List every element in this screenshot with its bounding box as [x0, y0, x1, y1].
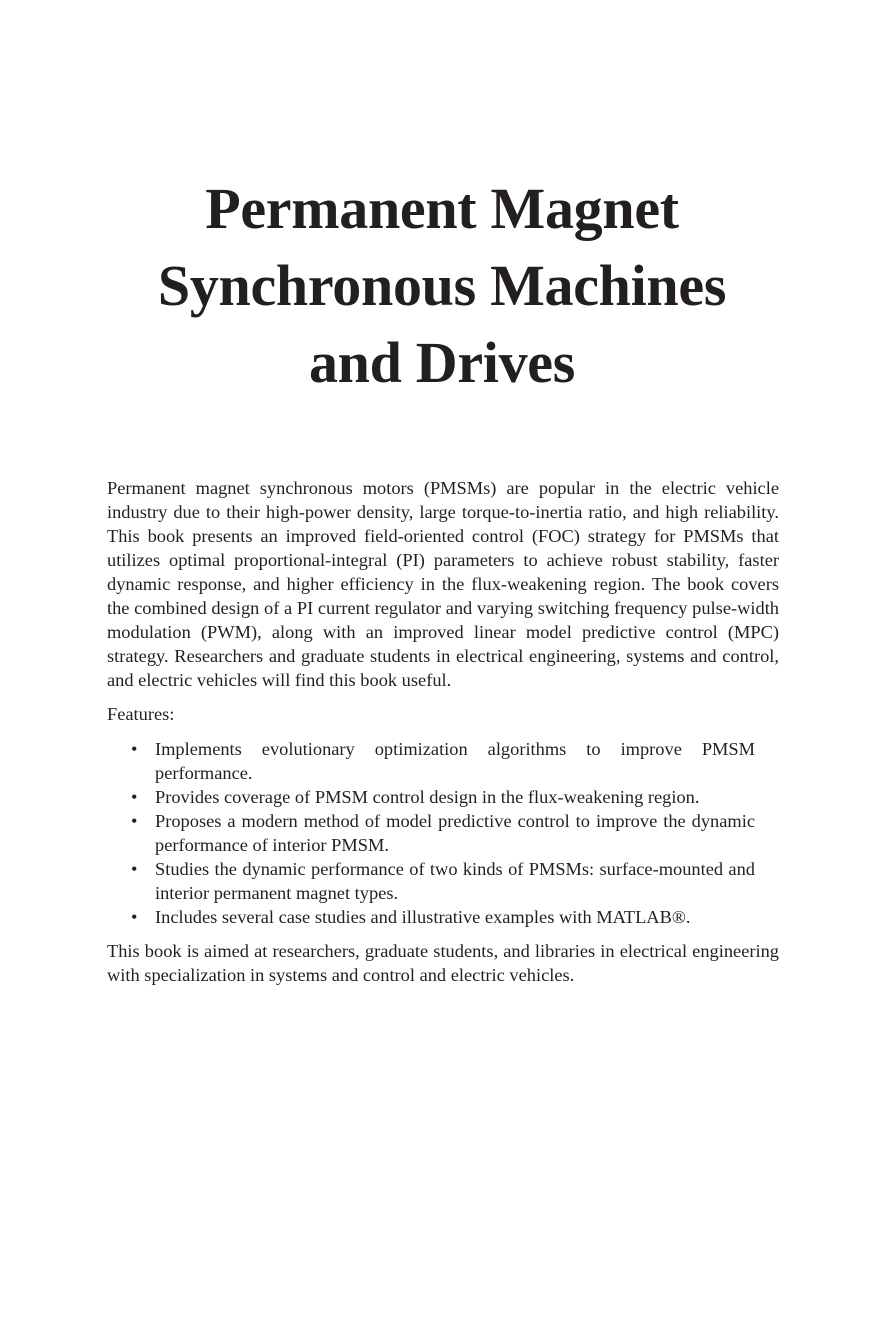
feature-item — [107, 737, 779, 785]
feature-text: Implements evolutionary optimization algorithms to improve PMSM performance. — [155, 739, 755, 783]
feature-item — [107, 785, 779, 809]
book-title-line-3: and Drives — [308, 330, 576, 395]
feature-text: Proposes a modern method of model predictive control to improve the dynamic performance of interior PMSM. — [155, 811, 755, 855]
blurb — [107, 476, 779, 987]
features-heading: Features: — [107, 704, 175, 724]
bullet-icon: • — [131, 811, 138, 831]
feature-text: Includes several case studies and illustrative examples with MATLAB®. — [155, 907, 691, 927]
book-title — [0, 170, 884, 401]
closing-paragraph: This book is aimed at researchers, graduate students, and libraries in electrical engineering with specialization in systems and control and electric vehicles. — [107, 941, 779, 985]
bullet-icon: • — [131, 739, 138, 759]
bullet-icon: • — [131, 787, 138, 807]
features-list — [107, 737, 779, 929]
book-title-line-1: Permanent Magnet — [205, 176, 679, 241]
feature-item — [107, 857, 779, 905]
feature-item — [107, 905, 779, 929]
book-title-line-2: Synchronous Machines — [157, 253, 727, 318]
bullet-icon: • — [131, 907, 138, 927]
feature-text: Provides coverage of PMSM control design in the flux-weakening region. — [155, 787, 700, 807]
bullet-icon: • — [131, 859, 138, 879]
feature-item — [107, 809, 779, 857]
feature-text: Studies the dynamic performance of two kinds of PMSMs: surface-mounted and interior permanent magnet types. — [155, 859, 755, 903]
description-paragraph: Permanent magnet synchronous motors (PMSMs) are popular in the electric vehicle industry due to their high-power density, large torque-to-inertia ratio, and high reliability. This book presents an improved field-oriented control (FOC) strategy for PMSMs that utilizes optimal proportional-integral (PI) parameters to achieve robust stability, faster dynamic response, and higher efficiency in the flux-weakening region. The book covers the combined design of a PI current regulator and varying switching frequency pulse-width modulation (PWM), along with an improved linear model predictive control (MPC) strategy. Researchers and graduate students in electrical engineering, systems and control, and electric vehicles will find this book useful. — [107, 478, 779, 690]
